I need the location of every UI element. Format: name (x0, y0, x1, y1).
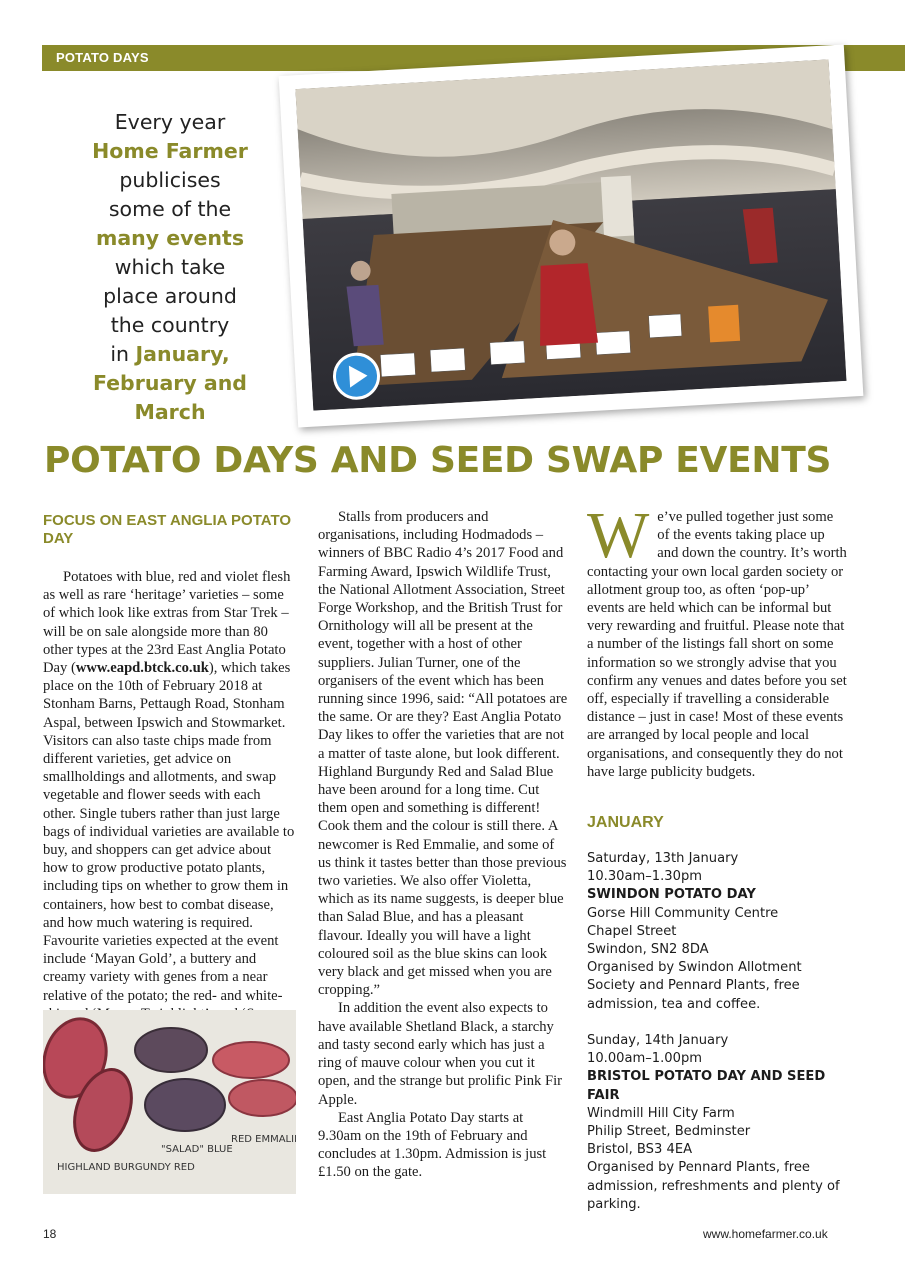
article-text: Potatoes with blue, red and violet flesh as well as rare ‘heritage’ varieties – some of which look like extras from Star Trek – will be on sale alongside more than 80 other types at the 23rd East Anglia Potato Day ( (43, 569, 291, 677)
potato-photo-graphic (43, 1010, 296, 1194)
event-date: Sunday, 14th January (587, 1033, 729, 1048)
event-name: BRISTOL POTATO DAY AND SEED FAIR (587, 1069, 826, 1103)
potato-varieties-photo (43, 1010, 296, 1199)
event-time: 10.00am–1.00pm (587, 1051, 703, 1067)
event-address: Chapel Street (587, 923, 677, 939)
intro-highlight: February and (92, 371, 247, 395)
event-address: Swindon, SN2 8DA (587, 942, 709, 958)
article-paragraph: East Anglia Potato Day starts at 9.30am on the 19th of February and concludes at 1.30pm. Admission is just £1.50 on the gate. (318, 1109, 547, 1181)
potato-label-red: RED EMMALIE (231, 1134, 296, 1145)
intro-line-part: in (110, 342, 136, 366)
listings-intro (587, 499, 847, 781)
event-address: Windmill Hill City Farm (587, 1105, 735, 1121)
section-label: POTATO DAYS (56, 50, 149, 65)
intro-highlight: January, (135, 342, 230, 366)
event-website-link[interactable]: www.eapd.btck.co.uk (75, 660, 209, 677)
potato-label-highland: HIGHLAND BURGUNDY RED (57, 1162, 195, 1173)
article-column-2 (318, 508, 570, 1182)
article-headline: POTATO DAYS AND SEED SWAP EVENTS (44, 440, 832, 481)
drop-cap: W (587, 499, 650, 572)
article-paragraph (43, 568, 295, 1059)
event-hall-photo (295, 59, 846, 410)
event-note: Organised by Pennard Plants, free admission, refreshments and plenty of parking. (587, 1160, 840, 1212)
intro-highlight: many events (95, 226, 245, 250)
article-text: ), which takes place on the 10th of February 2018 at Stonham Barns, Pettaugh Road, Stonham Aspal, between Ipswich and Stowmarket. Visitors can also taste chips made from different varieties, get advice on smallholdings and allotments, and swap vegetable and flower seeds with each other. Single tubers rather than just large bags of individual varieties are available to buy, and shoppers can get advice about how to grow productive potato plants, including tips on whether to grow them in containers, how best to combat disease, and how much watering is required. Favourite varieties expected at the event include ‘Mayan Gold’, a buttery and creamy variety with genes from a near relative of the potato; the red- and white- (43, 660, 295, 1004)
intro-line: publicises (119, 168, 221, 192)
intro-line: place around (103, 284, 237, 308)
article-paragraph: Stalls from producers and organisations, including Hodmadods – winners of BBC Radio 4’s 2017 Food and Farming Award, Ipswich Wildlife Trust, the National Allotment Association, Street Forge Workshop, and the British Trust for Ornithology will all be present at the event, together with a host of other suppliers. Julian Turner, one of the organisers of the event which has been running since 1996, said: “All potatoes are the same. Or are they? East Anglia Potato Day likes to offer the varieties that are not a matter of taste alone, but look different. Highland Burgundy Red and Salad Blue have been around for a long time. Cut them open and something is different! Cook them and the colour is still there. A newcomer is Red Emmalie, and some of us think it tastes better than those previous two varieties. We also offer Violetta, which as its name suggests, is deeper blue than Salad Blue, and has a pleasant flavour. Ideally you will have a light coloured soil as the blue skins can look very black and get missed when you are cropping.” (318, 509, 568, 999)
event-address: Gorse Hill Community Centre (587, 905, 779, 921)
event-name: SWINDON POTATO DAY (587, 887, 756, 903)
article-subhead: FOCUS ON EAST ANGLIA POTATO DAY (43, 512, 292, 547)
event-photo-frame (279, 44, 864, 427)
event-address: Philip Street, Bedminster (587, 1124, 751, 1140)
page-number: 18 (43, 1227, 57, 1241)
intro-line: the country (110, 313, 230, 337)
event-listing (587, 850, 849, 1014)
article-column-1 (43, 568, 295, 1059)
event-listing (587, 1032, 849, 1214)
intro-line: Every year (114, 110, 226, 134)
event-time: 10.30am–1.30pm (587, 869, 703, 885)
intro-line: some of the (108, 197, 232, 221)
event-date: Saturday, 13th January (587, 851, 739, 866)
footer-url[interactable]: www.homefarmer.co.uk (703, 1227, 828, 1241)
intro-line: which take (114, 255, 226, 279)
listings-intro-text: e’ve pulled together just some of the events taking place up and down the country. It’s worth contacting your own local garden society or allotment group too, as often ‘pop-up’ events are held which can be informal but very rewarding and fruitful. Please note that a number of the listings fall short on some information so we strongly advise that you confirm any venues and dates before you set off, especially if travelling a considerable distance – just in case! Most of these events are arranged by local people and local organisations, and consequently they do not have large publicity budgets. (587, 509, 847, 780)
potato-label-salad: "SALAD" BLUE (161, 1144, 233, 1155)
month-heading: JANUARY (587, 814, 664, 831)
intro-highlight: March (134, 400, 206, 424)
intro-highlight: Home Farmer (92, 139, 248, 163)
intro-callout (70, 108, 270, 427)
article-paragraph: In addition the event also expects to have available Shetland Black, a starchy and tasty second early which has just a ring of mauve colour when you cut it open, and the strange but prolific Pink Fir Apple. (318, 1000, 562, 1108)
event-note: Organised by Swindon Allotment Society and Pennard Plants, free admission, tea and coffee. (587, 960, 802, 1012)
intro-line (70, 340, 270, 369)
event-address: Bristol, BS3 4EA (587, 1142, 693, 1158)
